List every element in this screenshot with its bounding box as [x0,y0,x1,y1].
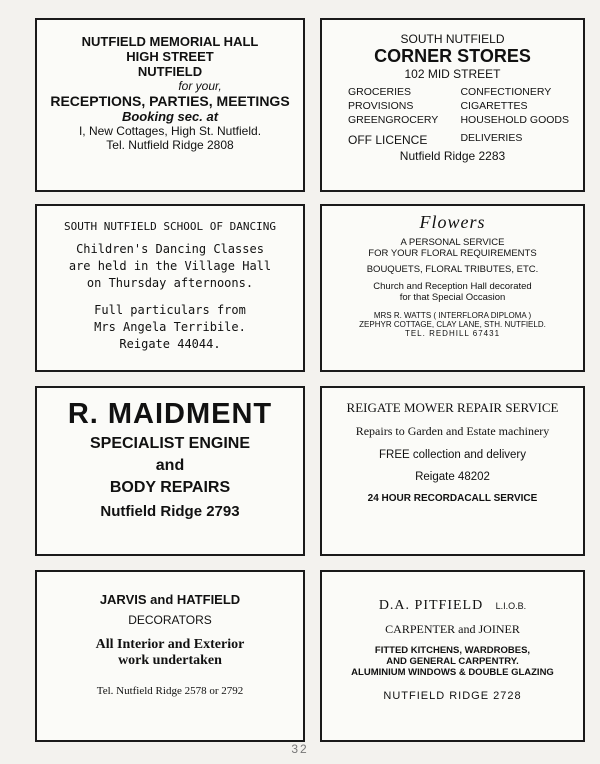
ad-line: Church and Reception Hall decorated [373,281,532,292]
ad-school-of-dancing [35,204,305,372]
ad-name-line [322,596,583,614]
ad-flowers [320,204,585,372]
ad-top: SOUTH NUTFIELD [400,32,505,46]
ad-trade: DECORATORS [128,613,212,627]
ad-line: HIGH STREET [126,49,214,64]
ad-tel: TEL. REDHILL 67431 [404,329,501,338]
ad-deliveries: DELIVERIES [460,132,523,144]
ad-item: GREENGROCERY [348,114,439,126]
ad-trade: CARPENTER and JOINER [385,622,520,636]
ad-recordacall: 24 HOUR RECORDACALL SERVICE [367,493,538,504]
ad-name: D.A. PITFIELD [378,598,484,613]
ad-line: are held in the Village Hall [68,259,272,273]
ad-line: Children's Dancing Classes [76,242,264,256]
ad-line: Mrs Angela Terribile. [94,320,246,334]
ad-tel: Nutfield Ridge 2283 [399,149,506,163]
ad-item: CIGARETTES [460,100,528,112]
ad-line: NUTFIELD MEMORIAL HALL [81,34,259,49]
ad-pitfield [320,570,585,742]
ad-line: work undertaken [118,653,222,668]
ad-line: All Interior and Exterior [95,637,245,652]
ad-events: RECEPTIONS, PARTIES, MEETINGS [50,93,290,109]
ad-line: NUTFIELD [137,64,203,79]
ad-name: JARVIS and HATFIELD [99,592,241,607]
ad-maidment [35,386,305,556]
ad-items-left [348,85,438,147]
ad-tel: NUTFIELD RIDGE 2728 [383,690,522,702]
ad-for-your: for your, [178,79,222,93]
ad-line: FITTED KITCHENS, WARDROBES, [374,645,531,656]
ad-line: SPECIALIST ENGINE [89,435,251,452]
ad-line: for that Special Occasion [399,292,506,303]
ad-store-name: CORNER STORES [374,46,531,66]
ad-particulars [37,302,303,353]
ad-tel: Tel. Nutfield Ridge 2578 or 2792 [96,685,244,697]
ad-memorial-hall [35,18,305,192]
ad-line: Full particulars from [94,303,246,317]
ad-line: AND GENERAL CARPENTRY. [386,656,519,667]
ad-item: HOUSEHOLD GOODS [460,114,569,126]
ad-proprietor: MRS R. WATTS ( INTERFLORA DIPLOMA ) [373,311,532,320]
ad-line: Reigate 44044. [119,337,221,351]
ad-corner-stores [320,18,585,192]
ad-item: GROCERIES [348,86,412,98]
ad-title: SOUTH NUTFIELD SCHOOL OF DANCING [64,220,276,233]
ad-address: I, New Cottages, High St. Nutfield. [78,124,262,138]
ad-mower-repair [320,386,585,556]
ad-off-licence: OFF LICENCE [348,133,428,147]
ad-line: and [155,457,185,474]
ad-line: ALUMINIUM WINDOWS & DOUBLE GLAZING [351,667,554,678]
ad-body [37,241,303,292]
ad-item: PROVISIONS [348,100,414,112]
ad-items-right [460,85,569,147]
page-number-text: 32 [291,742,309,756]
ad-tel: Reigate 48202 [415,471,490,483]
ad-booking: Booking sec. at [121,109,219,124]
ad-free: FREE collection and delivery [378,449,526,461]
ad-qualification: L.I.O.B. [495,601,527,611]
page-number [0,742,600,756]
ad-address: 102 MID STREET [404,67,501,81]
ad-jarvis-hatfield [35,570,305,742]
flowers-logo: Flowers [419,212,486,232]
ad-item: CONFECTIONERY [460,86,552,98]
ad-title: REIGATE MOWER REPAIR SERVICE [346,400,559,415]
ad-tel: Nutfield Ridge 2793 [100,503,240,520]
ad-item-columns [348,85,573,147]
ad-tel: Tel. Nutfield Ridge 2808 [106,138,234,152]
ad-line: BODY REPAIRS [109,479,231,496]
ad-repairs: Repairs to Garden and Estate machinery [355,424,550,438]
ad-line: A PERSONAL SERVICE [400,237,505,248]
ad-line: FOR YOUR FLORAL REQUIREMENTS [368,248,537,259]
ad-items: BOUQUETS, FLORAL TRIBUTES, ETC. [366,264,539,275]
ad-name: R. MAIDMENT [67,398,273,430]
ad-line: on Thursday afternoons. [86,276,254,290]
ad-address: ZEPHYR COTTAGE, CLAY LANE, STH. NUTFIELD. [359,320,546,329]
